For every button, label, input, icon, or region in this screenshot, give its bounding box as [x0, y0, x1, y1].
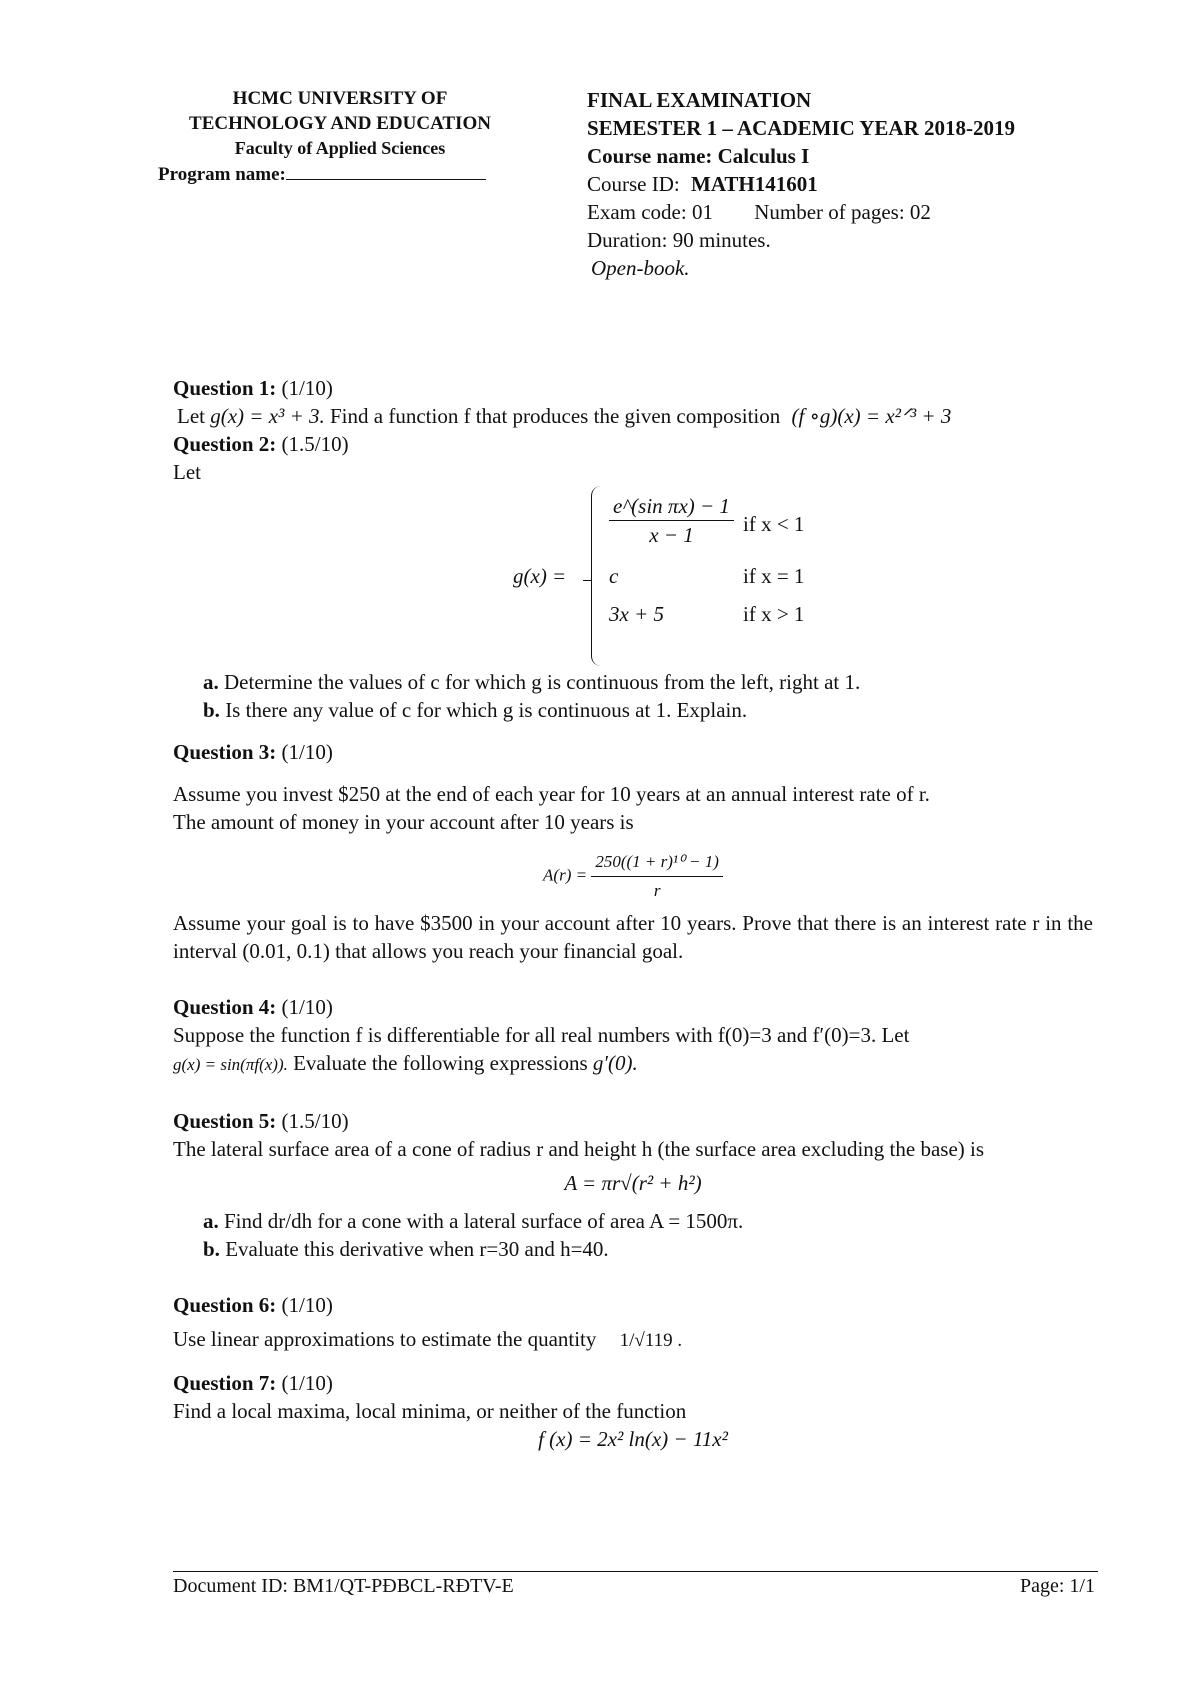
case-1-condition: if x < 1 — [743, 512, 805, 536]
part-b-label: b. — [203, 1237, 220, 1261]
question-1-text: Find a function f that produces the given composition — [330, 404, 781, 428]
question-7-formula: f (x) = 2x² ln(x) − 11x² — [538, 1427, 728, 1451]
question-4-g-definition: g(x) = sin(πf(x)). — [173, 1055, 288, 1074]
duration: Duration: 90 minutes. — [587, 228, 771, 252]
question-7-title: Question 7: — [173, 1371, 277, 1395]
university-name-line2: TECHNOLOGY AND EDUCATION — [189, 113, 491, 134]
case-1-denominator: x − 1 — [649, 523, 694, 547]
question-1-composition: (f ∘g)(x) = x²ᐟ³ + 3 — [791, 404, 952, 428]
question-7-paragraph: Find a local maxima, local minima, or neither of the function — [173, 1399, 687, 1423]
case-1 — [609, 492, 734, 549]
question-4-target: g′(0). — [592, 1051, 638, 1075]
question-7 — [173, 1369, 1093, 1453]
part-b-text: Evaluate this derivative when r=30 and h=40. — [225, 1237, 609, 1261]
part-b-label: b. — [203, 698, 220, 722]
question-3-paragraph-2: The amount of money in your account after 10 years is — [173, 810, 634, 834]
part-a-label: a. — [203, 1209, 219, 1233]
case-2-condition: if x = 1 — [743, 564, 805, 588]
question-5-part-a — [173, 1207, 1093, 1235]
formula-lhs: A(r) = — [543, 865, 588, 885]
course-id-label: Course ID: — [587, 172, 680, 196]
question-3-formula — [173, 848, 1093, 905]
part-a-label: a. — [203, 670, 219, 694]
piecewise-brace — [591, 486, 602, 666]
course-id-row — [587, 170, 1015, 198]
case-3-condition: if x > 1 — [743, 602, 805, 626]
course-id-value: MATH141601 — [691, 172, 818, 196]
question-3-paragraph-3: Assume your goal is to have $3500 in your account after 10 years. Prove that there is an interest rate r in the interval (0.01, 0.1) that allows you reach your financial goal. — [173, 911, 1093, 963]
footer-divider — [173, 1571, 1098, 1572]
exam-body — [173, 374, 1093, 1453]
program-name-label: Program name: — [158, 164, 286, 185]
question-2-points: (1.5/10) — [281, 432, 349, 456]
question-6-title: Question 6: — [173, 1293, 277, 1317]
question-5-part-b — [173, 1235, 1093, 1263]
question-5-title: Question 5: — [173, 1109, 277, 1133]
piecewise-function — [513, 486, 1093, 668]
question-3-points: (1/10) — [281, 740, 333, 764]
institution-header — [150, 86, 530, 187]
question-4-paragraph-2: Evaluate the following expressions — [293, 1051, 588, 1075]
formula-numerator: 250((1 + r)¹⁰ − 1) — [591, 848, 723, 877]
question-6-points: (1/10) — [281, 1293, 333, 1317]
question-4-points: (1/10) — [281, 995, 333, 1019]
part-a-text: Find dr/dh for a cone with a lateral surface of area A = 1500π. — [224, 1209, 744, 1233]
piecewise-lhs: g(x) = — [513, 564, 567, 588]
question-1-g-definition: g(x) = x³ + 3. — [210, 404, 325, 428]
page-count: Number of pages: 02 — [754, 200, 931, 224]
page-number: Page: 1/1 — [1020, 1575, 1095, 1597]
question-3-paragraph-1: Assume you invest $250 at the end of each year for 10 years at an annual interest rate of r. — [173, 782, 930, 806]
course-name: Course name: Calculus I — [587, 144, 810, 168]
document-id: Document ID: BM1/QT-PĐBCL-RĐTV-E — [173, 1575, 514, 1597]
question-5-paragraph-1: The lateral surface area of a cone of radius r and height h (the surface area excluding the base) is — [173, 1137, 985, 1161]
question-6-quantity: 1/√119 . — [619, 1330, 683, 1351]
question-5 — [173, 1107, 1093, 1263]
case-2: c — [609, 564, 619, 588]
question-2-title: Question 2: — [173, 432, 277, 456]
question-1-title: Question 1: — [173, 376, 277, 400]
question-6-paragraph: Use linear approximations to estimate the quantity — [173, 1327, 597, 1351]
formula-denominator: r — [653, 881, 661, 900]
part-b-text: Is there any value of c for which g is continuous at 1. Explain. — [225, 698, 748, 722]
university-name-line1: HCMC UNIVERSITY OF — [232, 88, 448, 109]
question-7-points: (1/10) — [281, 1371, 333, 1395]
exam-mode: Open-book. — [591, 256, 690, 280]
question-5-points: (1.5/10) — [281, 1109, 349, 1133]
part-a-text: Determine the values of c for which g is continuous from the left, right at 1. — [224, 670, 861, 694]
semester-line: SEMESTER 1 – ACADEMIC YEAR 2018-2019 — [587, 116, 1016, 140]
question-4-paragraph-1: Suppose the function f is differentiable for all real numbers with f(0)=3 and f′(0)=3. Let — [173, 1023, 910, 1047]
exam-code: Exam code: 01 — [587, 200, 713, 224]
question-2-part-b — [173, 696, 1093, 724]
case-3: 3x + 5 — [609, 602, 664, 626]
question-4-title: Question 4: — [173, 995, 277, 1019]
question-3 — [173, 738, 1093, 965]
faculty-name: Faculty of Applied Sciences — [234, 138, 446, 158]
question-1 — [173, 374, 1093, 430]
exam-info-header — [587, 86, 1015, 282]
question-3-title: Question 3: — [173, 740, 277, 764]
question-2-intro: Let — [173, 460, 201, 484]
question-1-points: (1/10) — [281, 376, 333, 400]
question-4 — [173, 993, 1093, 1079]
question-2-part-a — [173, 668, 1093, 696]
program-name-blank — [286, 161, 486, 180]
exam-code-row — [587, 198, 1015, 226]
question-5-formula: A = πr√(r² + h²) — [564, 1171, 702, 1195]
question-6 — [173, 1291, 1093, 1355]
program-name-row — [150, 161, 530, 187]
question-1-let: Let — [177, 404, 205, 428]
question-2 — [173, 430, 1093, 724]
piecewise-brace-tip — [583, 572, 591, 581]
exam-title: FINAL EXAMINATION — [587, 88, 812, 112]
case-1-numerator: e^(sin πx) − 1 — [609, 492, 734, 521]
